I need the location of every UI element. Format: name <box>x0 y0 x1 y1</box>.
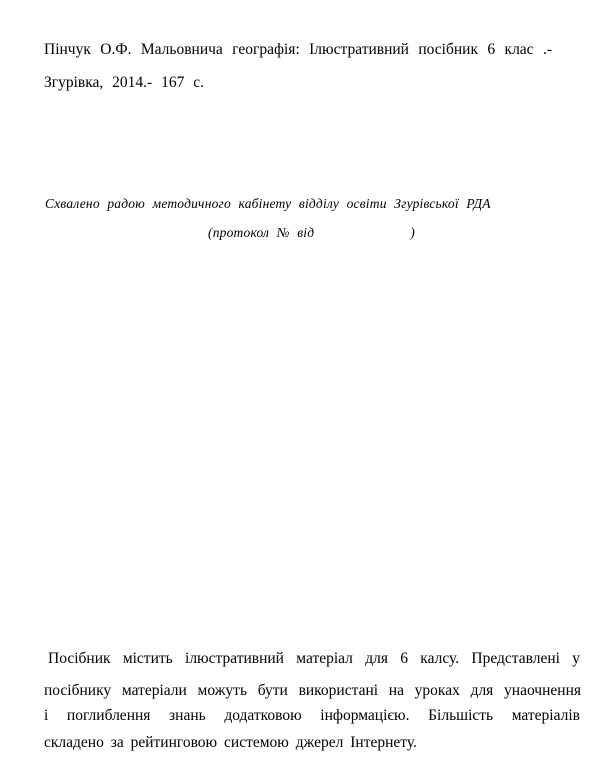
protocol-close-text: ) <box>410 225 415 240</box>
bibliography-line-1: Пінчук О.Ф. Мальовнича географія: Ілюстративний посібник 6 клас .- <box>44 41 552 58</box>
bibliography-line-2: Згурівка, 2014.- 167 с. <box>44 74 204 91</box>
description-line-3: і поглиблення знань додатковою інформацією. Більшість матеріалів <box>44 707 580 724</box>
description-line-2: посібнику матеріали можуть бути використані на уроках для унаочнення <box>44 682 581 699</box>
description-line-4: складено за рейтинговою системою джерел Інтернету. <box>44 734 417 751</box>
protocol-line <box>208 223 415 243</box>
description-line-1: Посібник містить ілюстративний матеріал для 6 калсу. Представлені у <box>48 650 580 667</box>
protocol-open-text: (протокол № від <box>208 225 315 240</box>
approval-statement: Схвалено радою методичного кабінету відділу освіти Згурівської РДА <box>45 196 491 211</box>
